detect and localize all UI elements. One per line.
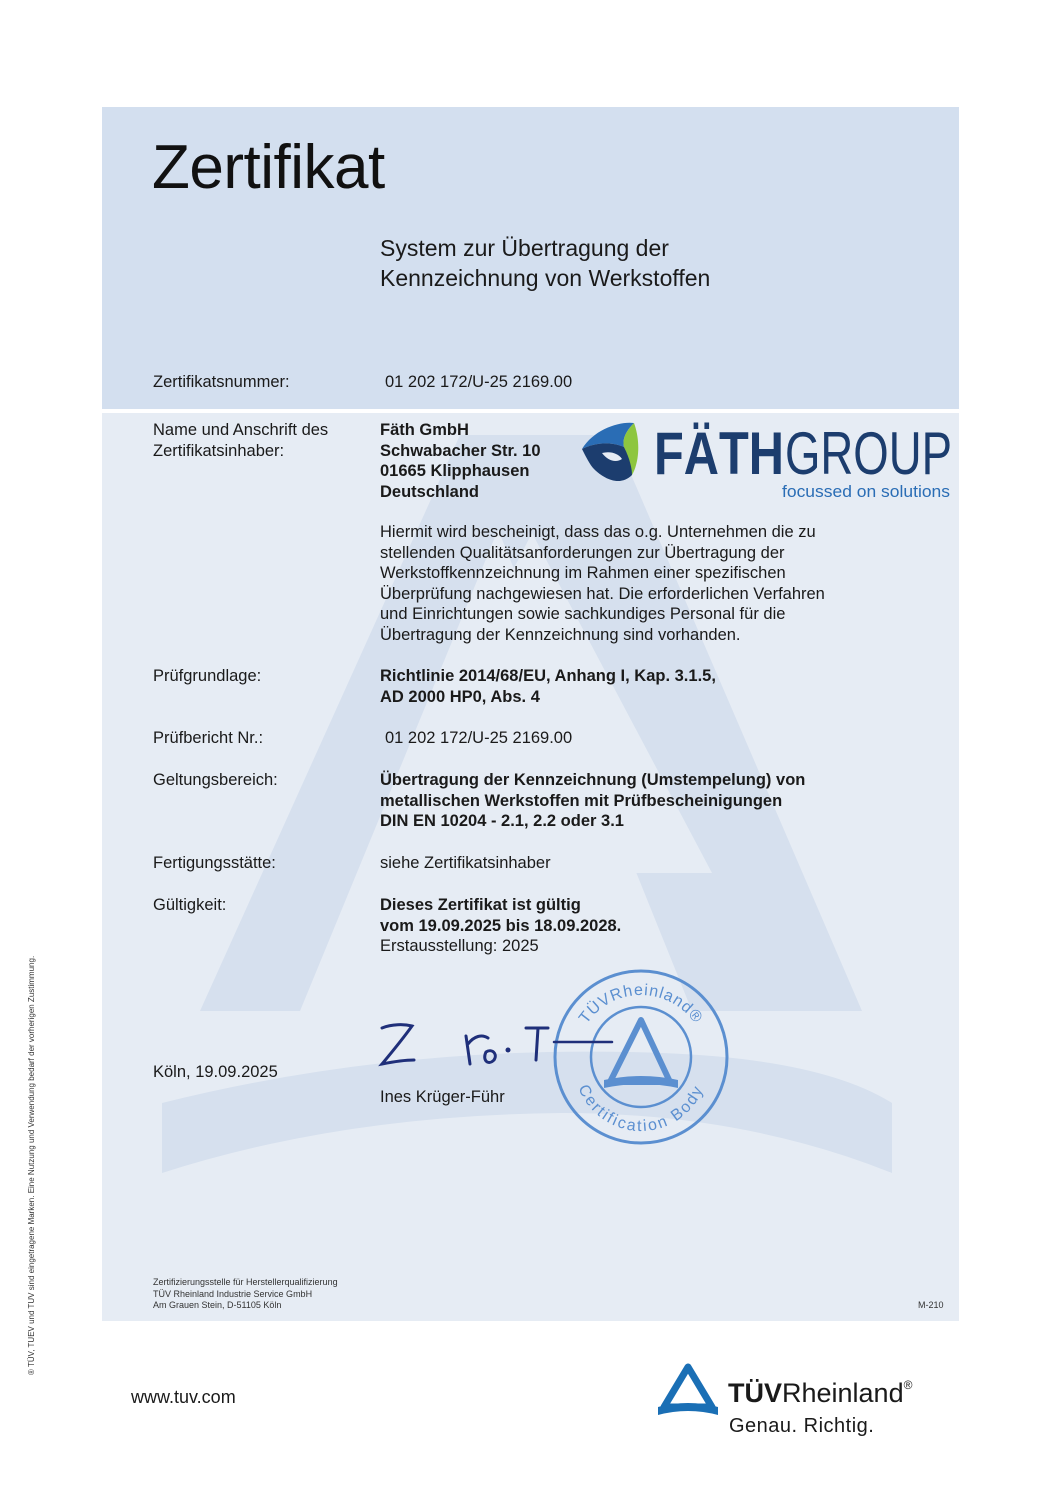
report-label: Prüfbericht Nr.:	[153, 729, 264, 747]
subtitle-line-1: System zur Übertragung der	[380, 235, 669, 261]
issuer-line-2: TÜV Rheinland Industrie Service GmbH	[153, 1288, 313, 1299]
holder-street: Schwabacher Str. 10	[380, 441, 541, 460]
trademark-note: ® TÜV, TUEV und TUV sind eingetragene Marken. Eine Nutzung und Verwendung bedarf der vorherigen Zustimmung.	[27, 955, 36, 1375]
signatory-name: Ines Krüger-Führ	[380, 1088, 505, 1106]
basis-value	[380, 666, 716, 707]
registered-mark: ®	[903, 1378, 913, 1392]
document-code: M-210	[918, 1300, 944, 1310]
report-value: 01 202 172/U-25 2169.00	[385, 729, 573, 747]
holder-label-line-1: Name und Anschrift des	[153, 421, 329, 439]
issuer-line-1: Zertifizierungsstelle für Herstellerqualifizierung	[153, 1277, 338, 1287]
validity-line-1: Dieses Zertifikat ist gültig	[380, 896, 581, 914]
fath-tagline: focussed on solutions	[782, 482, 950, 501]
holder-address	[380, 420, 541, 502]
tuv-slogan: Genau. Richtig.	[729, 1415, 875, 1437]
validity-label: Gültigkeit:	[153, 896, 227, 914]
scope-value	[380, 770, 805, 832]
certificate-subtitle	[380, 233, 920, 293]
scope-line-1: Übertragung der Kennzeichnung (Umstempelung) von	[380, 771, 806, 789]
validity-value	[380, 895, 621, 957]
scope-line-2: metallischen Werkstoffen mit Prüfbescheinigungen	[380, 791, 783, 810]
fath-group-logo	[580, 417, 955, 503]
basis-line-1: Richtlinie 2014/68/EU, Anhang I, Kap. 3.1.5,	[380, 667, 716, 685]
statement-line: Werkstoffkennzeichnung im Rahmen einer spezifischen	[380, 564, 786, 582]
scope-line-3: DIN EN 10204 - 2.1, 2.2 oder 3.1	[380, 812, 624, 830]
certification-statement	[380, 522, 825, 645]
issuer-address	[153, 1277, 338, 1312]
scope-label: Geltungsbereich:	[153, 771, 278, 789]
certificate-title: Zertifikat	[152, 133, 385, 202]
stamp-top-text: TÜVRheinland®	[576, 981, 706, 1027]
certificate-number-value: 01 202 172/U-25 2169.00	[385, 373, 573, 391]
fath-brand-light: GROUP	[785, 420, 952, 487]
website-link[interactable]: www.tuv.com	[131, 1387, 236, 1407]
statement-line: Übertragung der Kennzeichnung sind vorhanden.	[380, 625, 741, 644]
first-issue: Erstausstellung: 2025	[380, 937, 539, 955]
subtitle-line-2: Kennzeichnung von Werkstoffen	[380, 265, 711, 291]
stamp-bottom-text: Certification Body	[574, 1082, 708, 1136]
holder-city: 01665 Klipphausen	[380, 462, 530, 480]
statement-line: stellenden Qualitätsanforderungen zur Übertragung der	[380, 543, 785, 562]
tuv-rheinland-wordmark	[728, 1378, 912, 1409]
issuer-line-3: Am Grauen Stein, D-51105 Köln	[153, 1300, 282, 1310]
statement-line: und Einrichtungen sowie sachkundiges Personal für die	[380, 605, 786, 623]
fath-swirl-icon	[582, 423, 638, 481]
basis-line-2: AD 2000 HP0, Abs. 4	[380, 687, 540, 706]
handwritten-signature	[378, 1016, 618, 1076]
certificate-number-label: Zertifikatsnummer:	[153, 373, 290, 391]
statement-line: Hiermit wird bescheinigt, dass das o.g. Unternehmen die zu	[380, 523, 816, 541]
holder-name: Fäth GmbH	[380, 421, 469, 439]
holder-label-line-2: Zertifikatsinhaber:	[153, 441, 285, 460]
site-label: Fertigungsstätte:	[153, 854, 276, 872]
holder-label	[153, 420, 328, 461]
basis-label: Prüfgrundlage:	[153, 667, 262, 685]
holder-country: Deutschland	[380, 482, 480, 501]
tuv-brand-light: Rheinland	[782, 1378, 904, 1408]
fath-brand-bold: FÄTH	[654, 420, 784, 487]
place-and-date: Köln, 19.09.2025	[153, 1063, 278, 1081]
site-value: siehe Zertifikatsinhaber	[380, 854, 551, 872]
tuv-brand-bold: TÜV	[728, 1378, 782, 1408]
validity-period: vom 19.09.2025 bis 18.09.2028.	[380, 916, 622, 935]
tuv-triangle-logo-icon	[656, 1363, 720, 1419]
statement-line: Überprüfung nachgewiesen hat. Die erforderlichen Verfahren	[380, 584, 825, 603]
